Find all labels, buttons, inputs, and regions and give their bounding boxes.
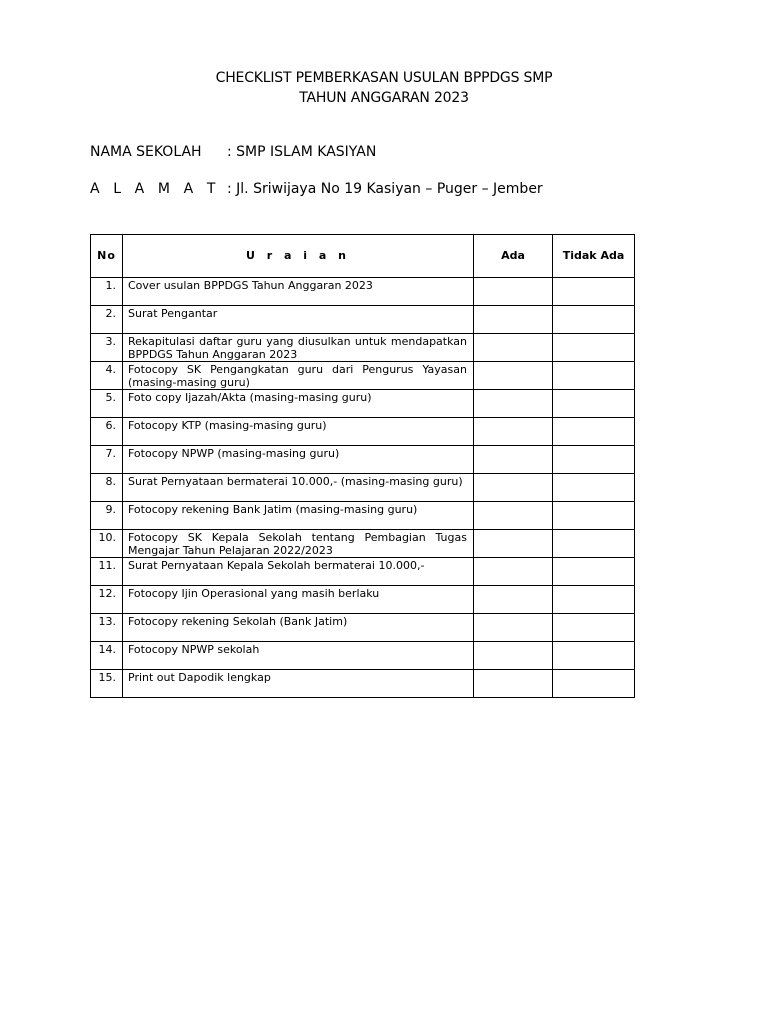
checkbox-cell-ada[interactable]: [474, 334, 553, 362]
row-uraian: Foto copy Ijazah/Akta (masing-masing guru): [123, 390, 474, 418]
table-row: [91, 278, 635, 306]
checkbox-cell-ada[interactable]: [474, 530, 553, 558]
checkbox-cell-ada[interactable]: [474, 446, 553, 474]
row-number: 8.: [91, 474, 123, 502]
table-row: [91, 306, 635, 334]
row-uraian: Fotocopy SK Kepala Sekolah tentang Pembagian Tugas Mengajar Tahun Pelajaran 2022/2023: [123, 530, 474, 558]
row-number: 9.: [91, 502, 123, 530]
alamat-value: : Jl. Sriwijaya No 19 Kasiyan – Puger – Jember: [227, 181, 543, 197]
row-number: 1.: [91, 278, 123, 306]
checkbox-cell-tidak-ada[interactable]: [553, 278, 635, 306]
table-row: [91, 474, 635, 502]
checkbox-cell-ada[interactable]: [474, 670, 553, 698]
row-uraian: Surat Pernyataan bermaterai 10.000,- (masing-masing guru): [123, 474, 474, 502]
row-uraian: Surat Pernyataan Kepala Sekolah bermaterai 10.000,-: [123, 558, 474, 586]
row-uraian: Print out Dapodik lengkap: [123, 670, 474, 698]
row-number: 2.: [91, 306, 123, 334]
row-uraian: Fotocopy SK Pengangkatan guru dari Pengurus Yayasan (masing-masing guru): [123, 362, 474, 390]
checkbox-cell-ada[interactable]: [474, 474, 553, 502]
row-number: 11.: [91, 558, 123, 586]
row-number: 14.: [91, 642, 123, 670]
checkbox-cell-ada[interactable]: [474, 642, 553, 670]
checkbox-cell-ada[interactable]: [474, 418, 553, 446]
row-number: 3.: [91, 334, 123, 362]
row-uraian: Fotocopy KTP (masing-masing guru): [123, 418, 474, 446]
checkbox-cell-tidak-ada[interactable]: [553, 306, 635, 334]
checklist-table: [90, 234, 635, 698]
checkbox-cell-ada[interactable]: [474, 558, 553, 586]
document-title-line1: CHECKLIST PEMBERKASAN USULAN BPPDGS SMP: [215, 70, 553, 86]
checkbox-cell-tidak-ada[interactable]: [553, 530, 635, 558]
checkbox-cell-ada[interactable]: [474, 306, 553, 334]
checkbox-cell-tidak-ada[interactable]: [553, 334, 635, 362]
checkbox-cell-tidak-ada[interactable]: [553, 502, 635, 530]
checkbox-cell-tidak-ada[interactable]: [553, 586, 635, 614]
table-row: [91, 362, 635, 390]
table-header-row: [91, 235, 635, 278]
header-uraian: U r a i a n: [123, 235, 474, 278]
row-number: 13.: [91, 614, 123, 642]
alamat-label: A L A M A T: [90, 181, 221, 197]
row-number: 7.: [91, 446, 123, 474]
table-row: [91, 670, 635, 698]
row-uraian: Fotocopy rekening Sekolah (Bank Jatim): [123, 614, 474, 642]
nama-sekolah-value: : SMP ISLAM KASIYAN: [227, 144, 377, 160]
header-ada: Ada: [474, 235, 553, 278]
row-uraian: Fotocopy NPWP (masing-masing guru): [123, 446, 474, 474]
checkbox-cell-ada[interactable]: [474, 586, 553, 614]
table-row: [91, 586, 635, 614]
row-uraian: Rekapitulasi daftar guru yang diusulkan untuk mendapatkan BPPDGS Tahun Anggaran 2023: [123, 334, 474, 362]
header-tidak-ada: Tidak Ada: [553, 235, 635, 278]
table-row: [91, 530, 635, 558]
checkbox-cell-ada[interactable]: [474, 502, 553, 530]
checkbox-cell-tidak-ada[interactable]: [553, 446, 635, 474]
row-number: 6.: [91, 418, 123, 446]
table-row: [91, 558, 635, 586]
table-row: [91, 390, 635, 418]
table-row: [91, 502, 635, 530]
row-uraian: Surat Pengantar: [123, 306, 474, 334]
row-number: 12.: [91, 586, 123, 614]
row-uraian: Fotocopy rekening Bank Jatim (masing-masing guru): [123, 502, 474, 530]
checkbox-cell-ada[interactable]: [474, 614, 553, 642]
row-uraian: Fotocopy Ijin Operasional yang masih berlaku: [123, 586, 474, 614]
row-number: 10.: [91, 530, 123, 558]
nama-sekolah-label: NAMA SEKOLAH: [90, 144, 202, 160]
checkbox-cell-ada[interactable]: [474, 390, 553, 418]
checkbox-cell-tidak-ada[interactable]: [553, 614, 635, 642]
row-number: 4.: [91, 362, 123, 390]
checkbox-cell-tidak-ada[interactable]: [553, 642, 635, 670]
checklist-body: [91, 278, 635, 698]
table-row: [91, 334, 635, 362]
checkbox-cell-tidak-ada[interactable]: [553, 390, 635, 418]
row-number: 15.: [91, 670, 123, 698]
header-no: No: [91, 235, 123, 278]
checkbox-cell-tidak-ada[interactable]: [553, 670, 635, 698]
checkbox-cell-ada[interactable]: [474, 278, 553, 306]
table-row: [91, 446, 635, 474]
checkbox-cell-ada[interactable]: [474, 362, 553, 390]
row-uraian: Cover usulan BPPDGS Tahun Anggaran 2023: [123, 278, 474, 306]
checkbox-cell-tidak-ada[interactable]: [553, 418, 635, 446]
table-row: [91, 614, 635, 642]
table-row: [91, 418, 635, 446]
document-title-line2: TAHUN ANGGARAN 2023: [299, 90, 469, 106]
checkbox-cell-tidak-ada[interactable]: [553, 558, 635, 586]
checkbox-cell-tidak-ada[interactable]: [553, 362, 635, 390]
checkbox-cell-tidak-ada[interactable]: [553, 474, 635, 502]
row-uraian: Fotocopy NPWP sekolah: [123, 642, 474, 670]
table-row: [91, 642, 635, 670]
row-number: 5.: [91, 390, 123, 418]
